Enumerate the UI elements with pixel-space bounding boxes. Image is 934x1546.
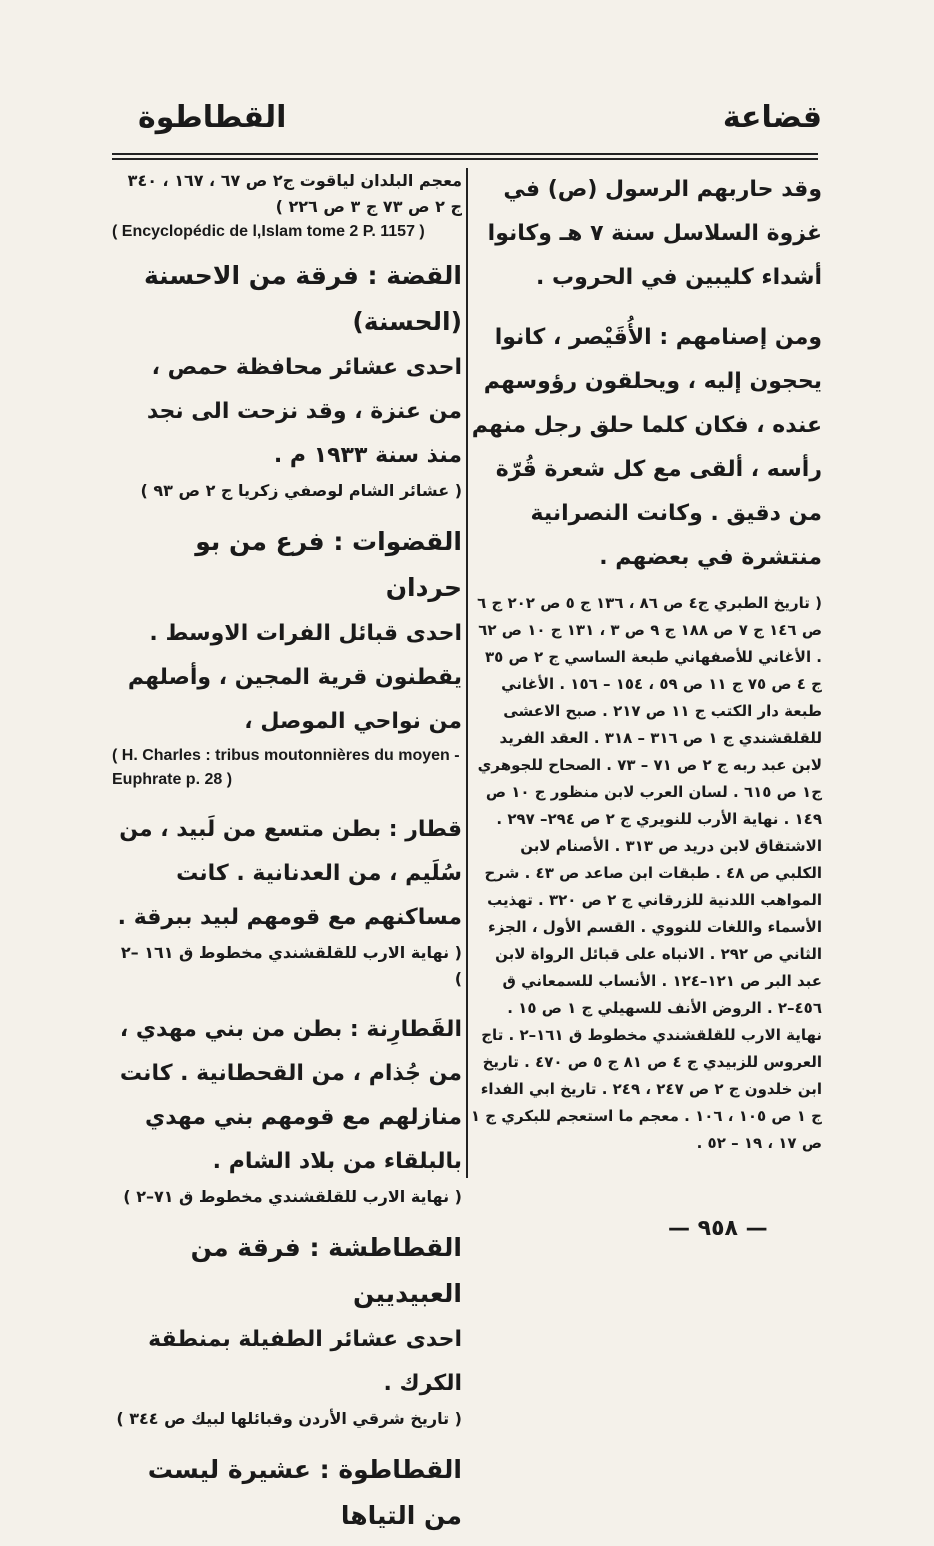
entry-body: احدى قبائل الفرات الاوسط . يقطنون قرية المجين ، وأصلهم من نواحي الموصل ، (127, 621, 462, 734)
entry-heading: القضة : فرقة من الاحسنة (الحسنة) (144, 261, 462, 336)
header-rule-bottom (112, 158, 818, 160)
entry-reference: ( نهاية الارب للقلقشندي مخطوط ق ١٦١ –٢ ) (120, 943, 462, 988)
header-rule-top (112, 153, 818, 155)
running-header-right: قضاعة (722, 100, 822, 135)
entry-heading: قطار : بطن متسع من لَبيد ، من سُلَيم ، من العدنانية . كانت مساكنهم مع قومهم لبيد ببرقة . (117, 817, 462, 930)
entry-qattar (112, 808, 462, 992)
entry-reference: ( تاريخ شرقي الأردن وقبائلها لبيك ص ٣٤٤ ) (116, 1409, 462, 1428)
latin-reference-top: ( Encyclopédic de l,Islam tome 2 P. 1157 ) (112, 223, 425, 240)
entry-alqatatsha (112, 1226, 462, 1432)
entry-heading: القَطارِنة : بطن من بني مهدي ، من جُذام ، من القحطانية . كانت منازلهم مع قومهم بني مهدي بالبلقاء من بلاد الشام . (119, 1017, 462, 1174)
entry-alqadha (112, 254, 462, 504)
column-divider (466, 168, 468, 1178)
entry-body: احدى عشائر الطفيلة بمنطقة الكرك . (148, 1327, 462, 1396)
running-header-left: القطاطوة (138, 100, 287, 135)
entry-alqadhawat (112, 520, 462, 792)
entry-alqatarina (112, 1008, 462, 1210)
entry-reference: ( نهاية الارب للقلقشندي مخطوط ق ٧١–٢ ) (123, 1187, 462, 1206)
page-number: — ٩٥٨ — (668, 1216, 768, 1241)
reference-continued: معجم البلدان لياقوت ج٢ ص ٦٧ ، ١٦٧ ، ٣٤٠ ج ٢ ص ٧٣ ج ٣ ص ٢٢٦ ) (127, 171, 462, 216)
left-column (112, 168, 462, 1546)
entry-body: احدى عشائر محافظة حمص ، من عنزة ، وقد نزحت الى نجد منذ سنة ١٩٣٣ م . (146, 355, 462, 468)
paragraph-idols: ومن إصنامهم : الأُقَيْصر ، كانوا يحجون إليه ، ويحلقون رؤوسهم عنده ، فكان كلما حلق رجل منهم رأسه ، ألقى مع كل شعرة قُرّة من دقيق . وكانت النصرانية منتشرة في بعضهم . (471, 325, 822, 570)
entry-alqatatwa (112, 1448, 462, 1540)
entry-heading: القطاطوة : عشيرة ليست من التياها (147, 1455, 462, 1530)
entry-heading: القطاطشة : فرقة من العبيديين (190, 1233, 462, 1308)
right-column (470, 168, 822, 1157)
entry-reference: ( عشائر الشام لوصفي زكريا ج ٢ ص ٩٣ ) (140, 481, 462, 500)
paragraph-ghazwa: وقد حاربهم الرسول (ص) في غزوة السلاسل سنة ٧ هـ وكانوا أشداء كليبين في الحروب . (487, 177, 822, 290)
latin-reference: ( H. Charles : tribus moutonnières du moyen - Euphrate p. 28 ) (112, 747, 460, 788)
references-block: ( تاريخ الطبري ج٤ ص ٨٦ ، ١٣٦ ج ٥ ص ٢٠٢ ج ٦ ص ١٤٦ ج ٧ ص ١٨٨ ج ٩ ص ٣ ، ١٣١ ج ١٠ ص ٦٢ . الأغاني للأصفهاني طبعة الساسي ج ٢ ص ٣٥ ج ٤ ص ٧٥ ج ١١ ص ٥٩ ، ١٥٤ – ١٥٦ . الأغاني طبعة دار الكتب ج ١١ ص ٢١٧ . صبح الاعشى للقلقشندي ج ١ ص ٣١٦ – ٣١٨ . العقد الفريد لابن عبد ربه ج ٢ ص ٧١ – ٧٣ . الصحاح للجوهري ج١ ص ٦١٥ . لسان العرب لابن منظور ج ١٠ ص ١٤٩ . نهاية الأرب للنويري ج ٢ ص ٢٩٤– ٢٩٧ . الاشتقاق لابن دريد ص ٣١٣ . الأصنام لابن الكلبي ص ٤٨ . طبقات ابن صاعد ص ٤٣ . شرح المواهب اللدنية للزرقاني ج ٢ ص ٣٢٠ . تهذيب الأسماء واللغات للنووي . القسم الأول ، الجزء الثاني ص ٢٩٢ . الانباه على قبائل الرواة لابن عبد البر ص ١٢١–١٢٤ . الأنساب للسمعاني ق ٤٥٦–٢ . الروض الأنف للسهيلي ج ١ ص ١٥ . نهاية الارب للقلقشندي مخطوط ق ١٦١–٢ . تاج العروس للزبيدي ج ٤ ص ٨١ ج ٥ ص ٤٧٠ . تاريخ ابن خلدون ج ٢ ص ٢٤٧ ، ٢٤٩ . تاريخ ابي الفداء ج ١ ص ١٠٥ ، ١٠٦ . معجم ما استعجم للبكري ج ١ ص ١٧ ، ١٩ – ٥٢ . (470, 594, 822, 1152)
entry-heading: القضوات : فرع من بو حردان (195, 527, 462, 602)
